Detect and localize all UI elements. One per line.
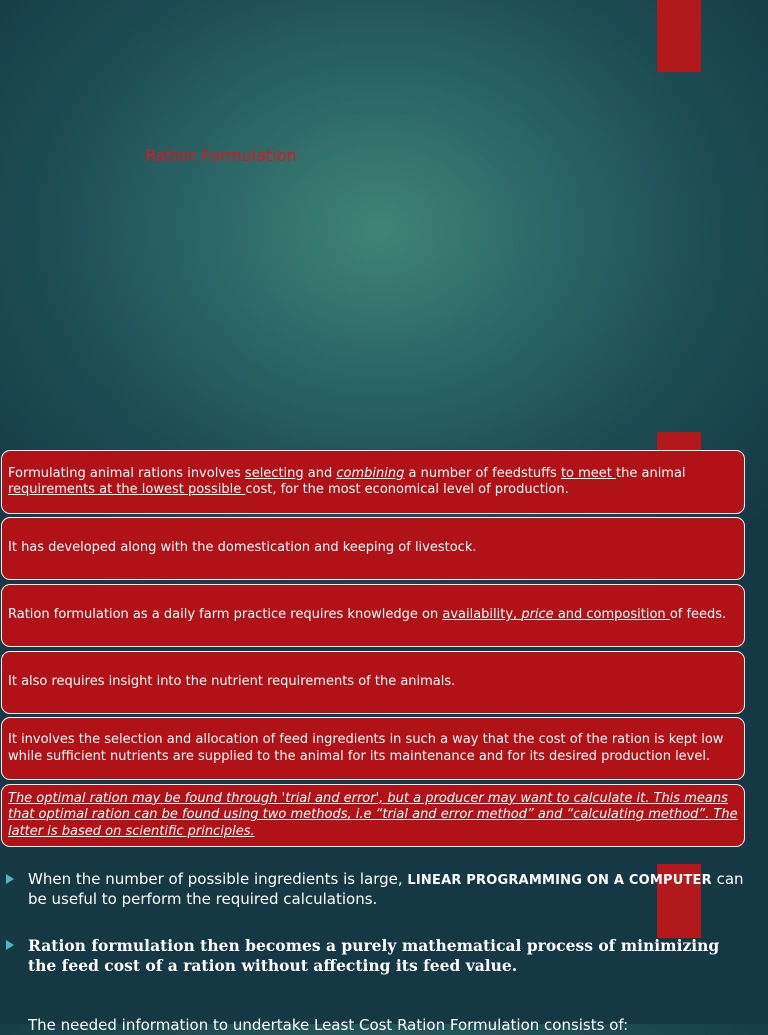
bullet-linear-programming [6,870,746,909]
bullet-text: The needed information to undertake Least Cost Ration Formulation consists of: [28,1016,629,1034]
card-text [8,466,738,499]
slide-title: Ration Formulation [145,146,297,165]
card-text-segment: price [521,607,554,623]
bullet-arrow-icon [6,874,14,884]
card-text-segment: the animal [616,465,686,481]
bullet-needed-information [6,1016,746,1035]
content-card [1,584,745,647]
card-text-segment: and [303,465,337,481]
card-text [8,674,738,691]
content-card [1,517,745,580]
card-text-segment: It has developed along with the domestication and keeping of livestock. [8,540,477,556]
content-card [1,784,745,847]
card-text [8,540,738,557]
bullet-arrow-icon [6,940,14,950]
bullet-mathematical-process [6,936,746,976]
content-card [1,651,745,714]
card-text [8,732,738,765]
card-text-segment: It also requires insight into the nutrient requirements of the animals. [8,674,456,690]
card-text-segment: and composition [553,607,670,623]
bullet-text [28,870,746,909]
bullet-text-part: When the number of possible ingredients is large, [28,870,408,888]
card-text-segment: combining [336,465,405,481]
accent-bar-middle [657,432,701,452]
card-text-segment: cost, for the most economical level of production. [245,482,569,497]
card-text-segment: Formulating animal rations involves [8,465,245,481]
card-text [8,791,738,841]
card-text-segment: The optimal ration may be found through 'trial and error', but a producer may want to calculate it. This means that optimal ration can be found using two methods, i.e “trial and error method” and “calculating method”. The latter is based on scientific principles. [8,790,738,839]
bullet-text: Ration formulation then becomes a purely mathematical process of minimizing the feed cost of a ration without affecting its feed value. [28,936,720,975]
card-text-segment: requirements at the lowest possible [8,482,246,497]
card-text-segment: a number of feedstuffs [404,465,561,481]
card-text-segment: It involves the selection and allocation of feed ingredients in such a way that the cost of the ration is kept low while sufficient nutrients are supplied to the animal for its maintenance and for its desired production level. [8,732,724,764]
accent-bar-top [657,0,701,72]
bullet-text-caps: LINEAR PROGRAMMING ON A COMPUTER [407,873,712,888]
card-text-segment: availability, [442,607,522,623]
card-text-segment: Ration formulation as a daily farm practice requires knowledge on [8,607,443,623]
card-text [8,607,738,624]
bullet-text-part: can be useful to perform the required calculations. [28,870,744,908]
card-text-segment: selecting [244,465,304,481]
card-text-segment: to meet [560,465,617,481]
content-card [1,717,745,780]
content-card [1,450,745,514]
card-text-segment: of feeds. [669,607,727,623]
